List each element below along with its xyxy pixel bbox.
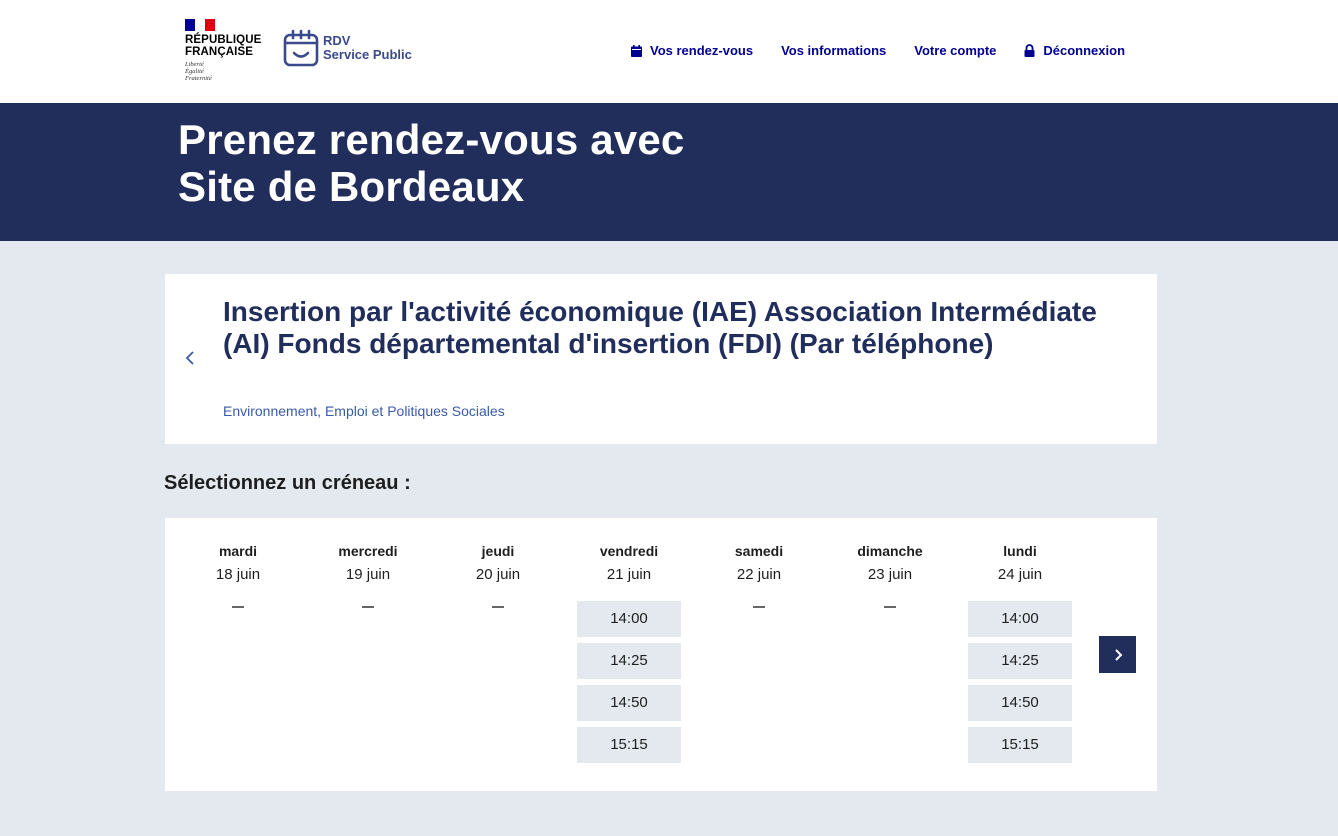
day-column xyxy=(955,542,1085,763)
slot-list xyxy=(564,601,694,763)
site-header xyxy=(0,0,1338,103)
chevron-right-icon xyxy=(1113,648,1123,662)
calendar-smile-icon xyxy=(283,29,319,67)
day-date: 19 juin xyxy=(345,566,391,583)
lock-icon xyxy=(1024,44,1035,57)
day-name: jeudi xyxy=(481,543,515,559)
service-name xyxy=(323,34,412,62)
time-slot-button[interactable]: 14:25 xyxy=(968,643,1072,679)
republique-francaise-logo[interactable] xyxy=(185,19,265,82)
motif-service: Environnement, Emploi et Politiques Sociales xyxy=(223,403,505,419)
nav-vos-informations[interactable] xyxy=(781,43,886,58)
no-slot-dash xyxy=(362,606,374,608)
day-column xyxy=(564,542,694,763)
logo-motto xyxy=(185,61,265,82)
logo-line-1: RÉPUBLIQUE xyxy=(185,34,262,46)
time-slot-button[interactable]: 14:50 xyxy=(968,685,1072,721)
slot-list xyxy=(955,601,1085,763)
select-slot-heading: Sélectionnez un créneau : xyxy=(164,472,411,494)
service-name-line-2: Service Public xyxy=(323,47,412,62)
page-title-line-2: Site de Bordeaux xyxy=(178,163,525,210)
no-slot-dash xyxy=(232,606,244,608)
hero-banner xyxy=(0,103,1338,241)
day-column xyxy=(694,542,824,608)
time-slot-button[interactable]: 14:00 xyxy=(577,601,681,637)
no-slot-dash xyxy=(492,606,504,608)
day-date: 18 juin xyxy=(215,566,261,583)
day-name: mercredi xyxy=(338,543,398,559)
nav-vos-informations-label: Vos informations xyxy=(781,43,887,58)
nav-vos-rendez-vous[interactable] xyxy=(631,43,753,58)
day-date: 20 juin xyxy=(475,566,521,583)
back-chevron-icon[interactable] xyxy=(183,350,197,366)
day-name: lundi xyxy=(1003,543,1037,559)
day-date: 21 juin xyxy=(606,566,652,583)
motto-fraternite: Fraternité xyxy=(185,75,212,82)
nav-deconnexion[interactable] xyxy=(1024,43,1125,58)
service-name-line-1: RDV xyxy=(323,33,351,48)
day-column xyxy=(303,542,433,608)
day-name: mardi xyxy=(218,543,258,559)
time-slot-button[interactable]: 14:50 xyxy=(577,685,681,721)
service-logo[interactable] xyxy=(283,29,412,67)
motif-title: Insertion par l'activité économique (IAE) Association Intermédiate (AI) Fonds départemental d'insertion (FDI) (Par téléphone) xyxy=(223,296,1097,359)
nav-vos-rendez-vous-label: Vos rendez-vous xyxy=(650,43,754,58)
nav-votre-compte-label: Votre compte xyxy=(914,43,997,58)
nav-votre-compte[interactable] xyxy=(914,43,996,58)
motto-liberte: Liberté xyxy=(185,61,204,68)
nav-deconnexion-label: Déconnexion xyxy=(1043,43,1126,58)
page-title xyxy=(178,116,685,210)
marianne-flag-icon xyxy=(185,19,215,31)
day-name: vendredi xyxy=(599,543,659,559)
time-slot-button[interactable]: 15:15 xyxy=(968,727,1072,763)
logo-line-2: FRANÇAISE xyxy=(185,46,253,58)
time-slot-button[interactable]: 14:25 xyxy=(577,643,681,679)
no-slot-dash xyxy=(753,606,765,608)
day-name: dimanche xyxy=(857,543,923,559)
day-date: 24 juin xyxy=(997,566,1043,583)
day-date: 23 juin xyxy=(867,566,913,583)
next-week-button[interactable] xyxy=(1099,636,1136,673)
time-slot-button[interactable]: 15:15 xyxy=(577,727,681,763)
no-slot-dash xyxy=(884,606,896,608)
page-title-line-1: Prenez rendez-vous avec xyxy=(178,116,685,163)
day-column xyxy=(825,542,955,608)
day-column xyxy=(173,542,303,608)
day-column xyxy=(433,542,563,608)
main-nav xyxy=(631,43,1125,58)
day-name: samedi xyxy=(734,543,784,559)
time-slot-button[interactable]: 14:00 xyxy=(968,601,1072,637)
day-date: 22 juin xyxy=(736,566,782,583)
motto-egalite: Égalité xyxy=(185,68,204,75)
slots-panel xyxy=(165,518,1157,791)
calendar-icon xyxy=(631,45,642,57)
